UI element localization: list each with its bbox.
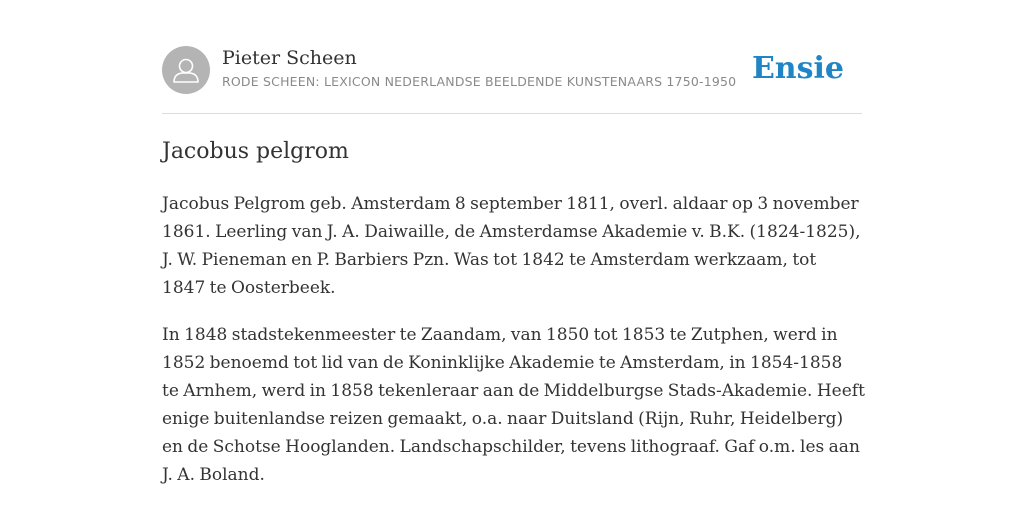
header <box>162 46 862 114</box>
text-line: te Arnhem, werd in 1858 tekenleraar aan de Middelburgse Stads-Akademie. Heeft <box>162 381 865 401</box>
text-line: J. A. Boland. <box>162 465 265 485</box>
text-line: 1847 te Oosterbeek. <box>162 278 336 298</box>
paragraph <box>162 190 872 302</box>
text-line: en de Schotse Hooglanden. Landschapschilder, tevens lithograaf. Gaf o.m. les aan <box>162 437 860 457</box>
text-line: In 1848 stadstekenmeester te Zaandam, van 1850 tot 1853 te Zutphen, werd in <box>162 325 838 345</box>
text-line: enige buitenlandse reizen gemaakt, o.a. naar Duitsland (Rijn, Ruhr, Heidelberg) <box>162 409 844 429</box>
brand-logo[interactable]: Ensie <box>751 51 844 86</box>
text-line: 1861. Leerling van J. A. Daiwaille, de Amsterdamse Akademie v. B.K. (1824-1825), <box>162 222 861 242</box>
author-name[interactable]: Pieter Scheen <box>222 47 357 69</box>
text-line: Jacobus Pelgrom geb. Amsterdam 8 september 1811, overl. aldaar op 3 november <box>162 194 859 214</box>
text-line: J. W. Pieneman en P. Barbiers Pzn. Was tot 1842 te Amsterdam werkzaam, tot <box>162 250 817 270</box>
text-line: 1852 benoemd tot lid van de Koninklijke Akademie te Amsterdam, in 1854-1858 <box>162 353 843 373</box>
page-title: Jacobus pelgrom <box>162 139 349 164</box>
user-icon <box>162 46 210 94</box>
avatar[interactable] <box>162 46 210 94</box>
paragraph <box>162 321 872 489</box>
article-body <box>162 190 872 508</box>
source-label[interactable]: RODE SCHEEN: LEXICON NEDERLANDSE BEELDENDE KUNSTENAARS 1750-1950 <box>222 74 737 89</box>
